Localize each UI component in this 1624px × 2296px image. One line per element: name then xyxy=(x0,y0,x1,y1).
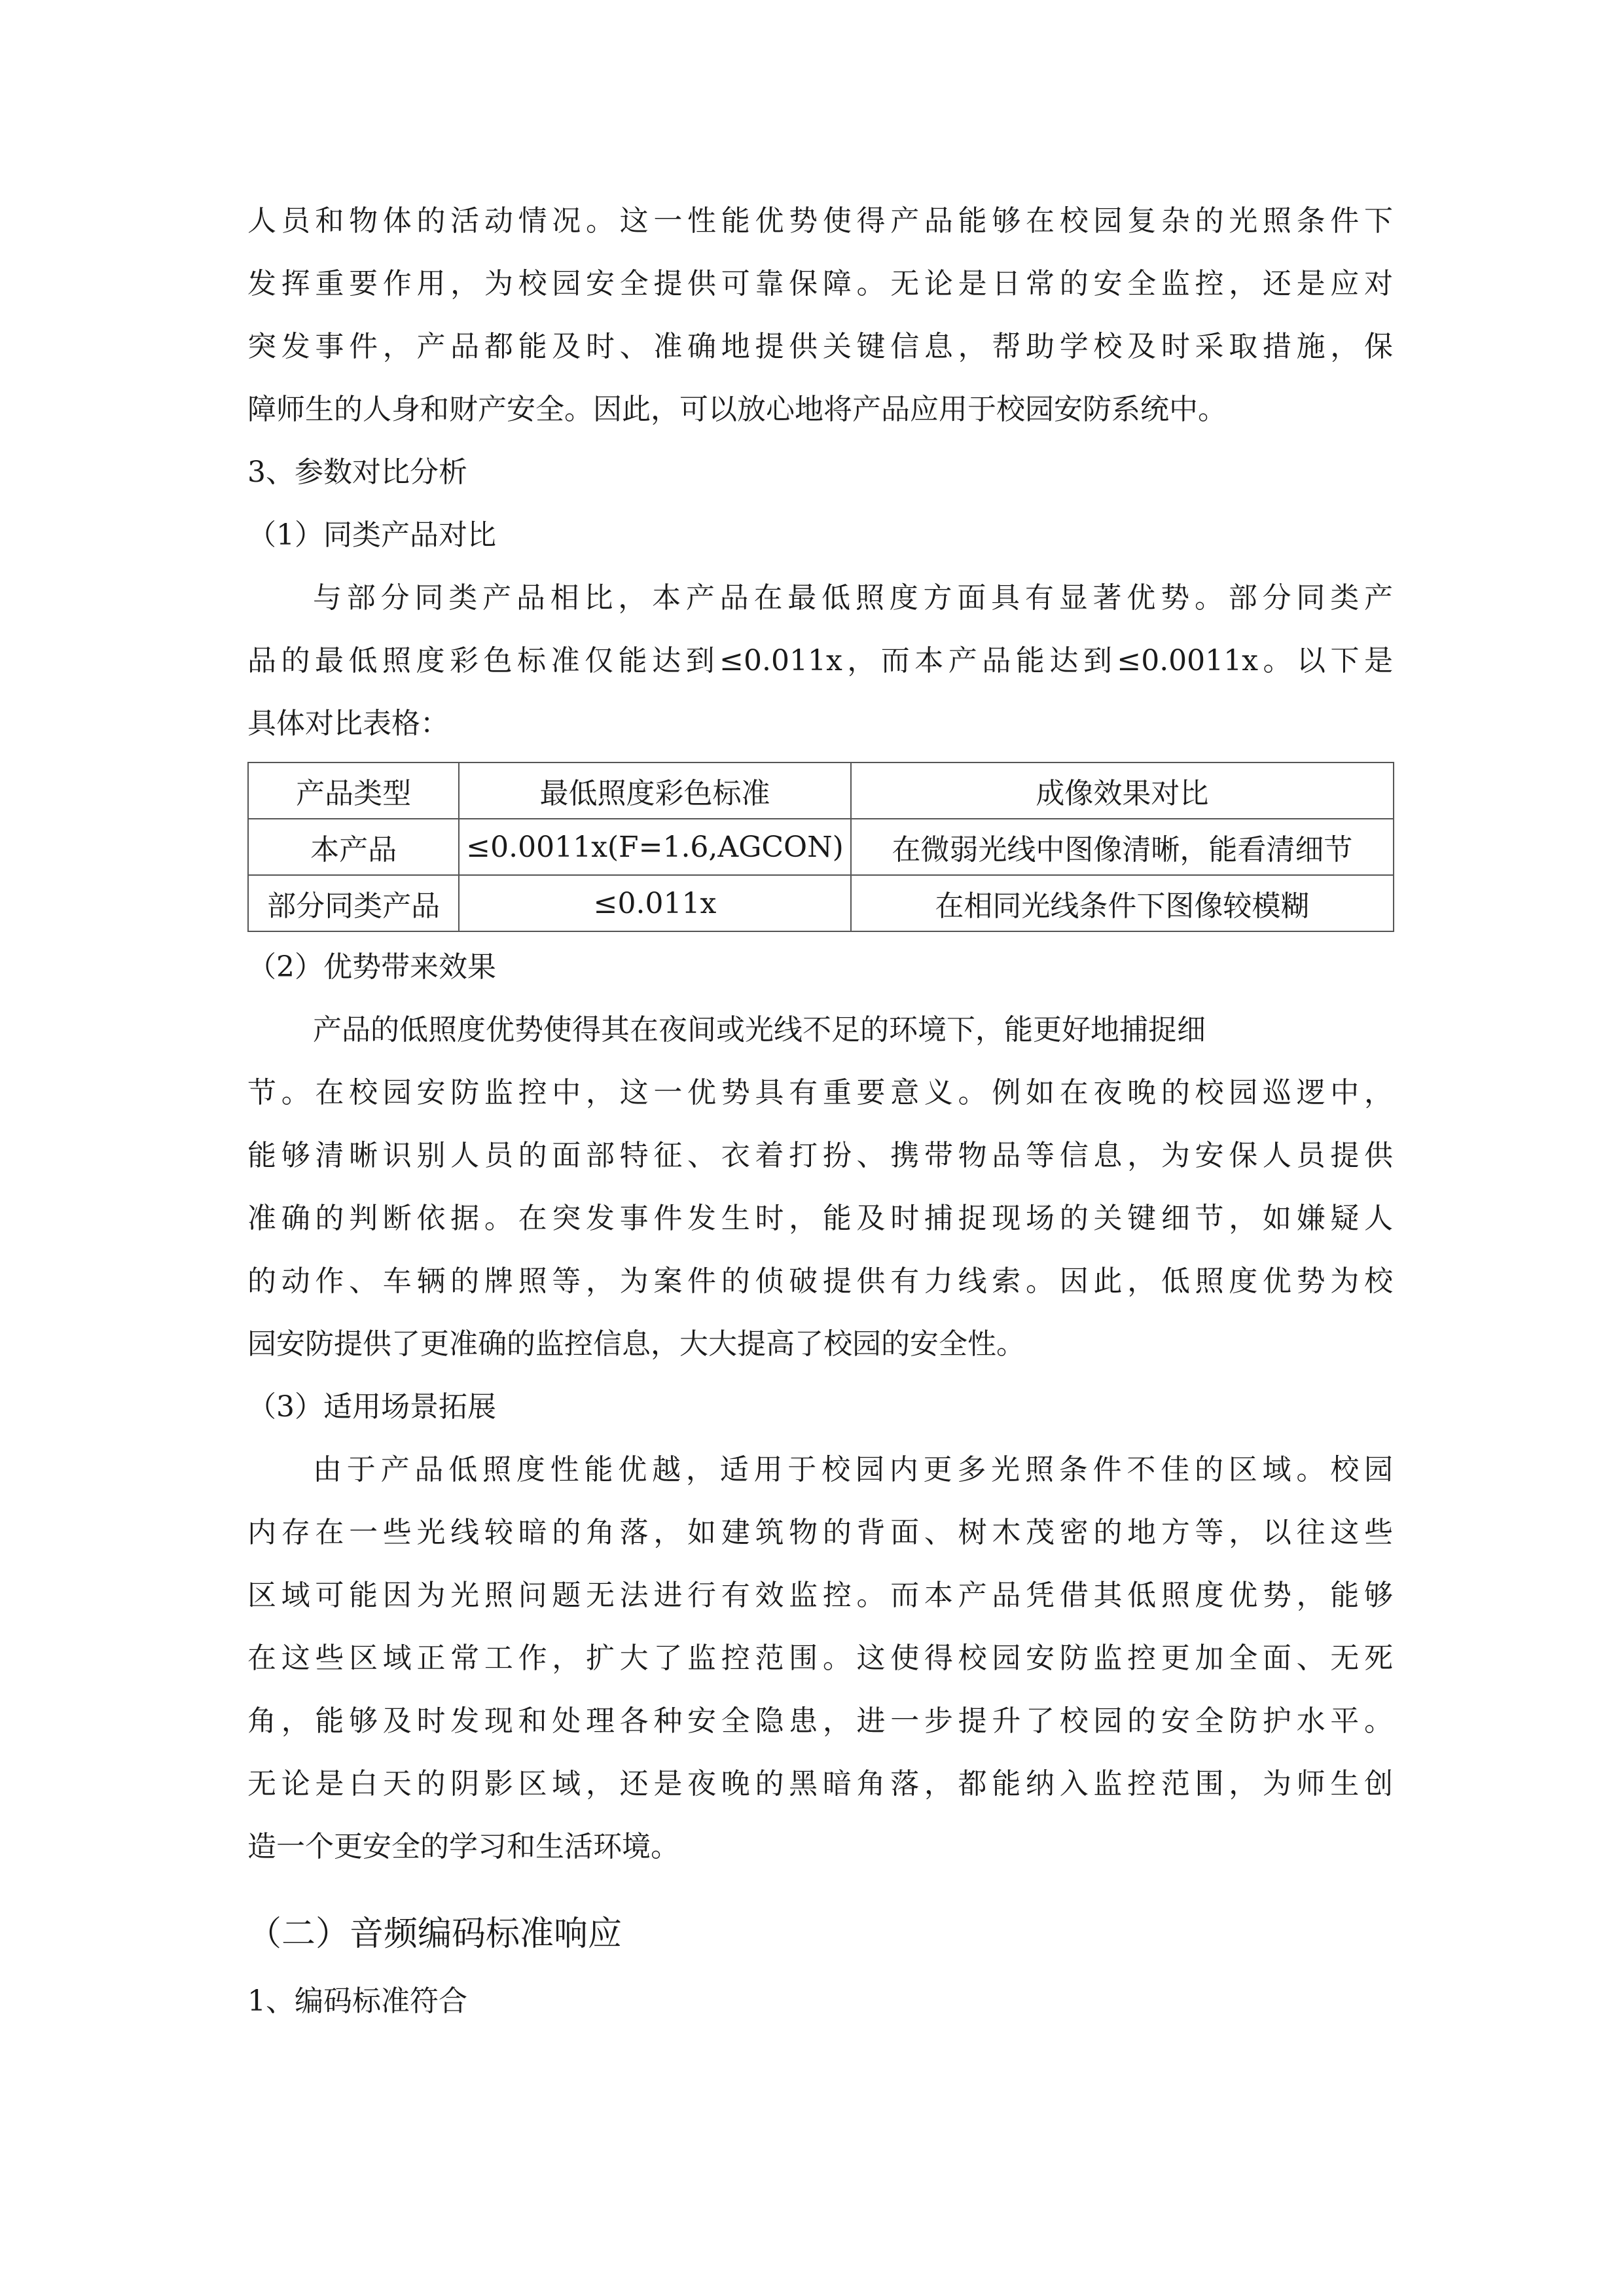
paragraph-line: 能够清晰识别人员的面部特征、衣着打扮、携带物品等信息，为安保人员提供 xyxy=(247,1139,1393,1172)
subsection-2-title: （2）优势带来效果 xyxy=(247,950,496,984)
paragraph-line: 在这些区域正常工作，扩大了监控范围。这使得校园安防监控更加全面、无死 xyxy=(247,1641,1393,1675)
table-cell: ≤0.011x xyxy=(459,875,851,931)
table-cell: 部分同类产品 xyxy=(248,875,459,931)
table-cell: 本产品 xyxy=(248,819,459,875)
paragraph-line: 角，能够及时发现和处理各种安全隐患，进一步提升了校园的安全防护水平。 xyxy=(247,1704,1393,1738)
paragraph-line: 准确的判断依据。在突发事件发生时，能及时捕捉现场的关键细节，如嫌疑人 xyxy=(247,1202,1393,1235)
paragraph-line: 与部分同类产品相比，本产品在最低照度方面具有显著优势。部分同类产 xyxy=(313,581,1393,615)
table-cell: 在相同光线条件下图像较模糊 xyxy=(851,875,1394,931)
table-row xyxy=(248,819,1394,875)
paragraph-line: 障师生的人身和财产安全。因此，可以放心地将产品应用于校园安防系统中。 xyxy=(247,393,1227,426)
paragraph-2 xyxy=(247,567,1393,755)
table-header-row xyxy=(248,762,1394,819)
paragraph-line: 发挥重要作用，为校园安全提供可靠保障。无论是日常的安全监控，还是应对 xyxy=(247,267,1393,300)
paragraph-line: 人员和物体的活动情况。这一性能优势使得产品能够在校园复杂的光照条件下 xyxy=(247,204,1393,238)
table-cell: ≤0.0011x(F=1.6,AGCON) xyxy=(459,819,851,875)
paragraph-line: 无论是白天的阴影区域，还是夜晚的黑暗角落，都能纳入监控范围，为师生创 xyxy=(247,1767,1393,1801)
table-header-cell: 最低照度彩色标准 xyxy=(459,762,851,819)
table-row xyxy=(248,875,1394,931)
paragraph-line: 的动作、车辆的牌照等，为案件的侦破提供有力线索。因此，低照度优势为校 xyxy=(247,1265,1393,1298)
document-page xyxy=(247,190,1393,2033)
paragraph-line: 节。在校园安防监控中，这一优势具有重要意义。例如在夜晚的校园巡逻中， xyxy=(247,1076,1393,1109)
comparison-table xyxy=(247,762,1394,932)
paragraph-line: 内存在一些光线较暗的角落，如建筑物的背面、树木茂密的地方等，以往这些 xyxy=(247,1516,1393,1549)
paragraph-line: 产品的低照度优势使得其在夜间或光线不足的环境下，能更好地捕捉细 xyxy=(313,1013,1206,1047)
table-header-cell: 产品类型 xyxy=(248,762,459,819)
table-header-cell: 成像效果对比 xyxy=(851,762,1394,819)
paragraph-line: 造一个更安全的学习和生活环境。 xyxy=(247,1830,679,1863)
section-heading: （二）音频编码标准响应 xyxy=(247,1914,623,1954)
paragraph-line: 品的最低照度彩色标准仅能达到≤0.011x，而本产品能达到≤0.0011x。以下是 xyxy=(247,644,1393,677)
paragraph-line: 具体对比表格： xyxy=(247,707,449,740)
paragraph-line: 园安防提供了更准确的监控信息，大大提高了校园的安全性。 xyxy=(247,1327,1025,1361)
subsection-1-title: （1）同类产品对比 xyxy=(247,518,496,552)
section-1-title: 1、编码标准符合 xyxy=(247,1984,467,2018)
paragraph-3 xyxy=(247,999,1393,1376)
paragraph-1 xyxy=(247,190,1393,441)
section-3-title: 3、参数对比分析 xyxy=(247,456,467,489)
paragraph-line: 由于产品低照度性能优越，适用于校园内更多光照条件不佳的区域。校园 xyxy=(313,1453,1393,1486)
paragraph-line: 突发事件，产品都能及时、准确地提供关键信息，帮助学校及时采取措施，保 xyxy=(247,330,1393,363)
paragraph-4 xyxy=(247,1439,1393,1878)
table-cell: 在微弱光线中图像清晰，能看清细节 xyxy=(851,819,1394,875)
subsection-3-title: （3）适用场景拓展 xyxy=(247,1390,496,1424)
paragraph-line: 区域可能因为光照问题无法进行有效监控。而本产品凭借其低照度优势，能够 xyxy=(247,1579,1393,1612)
